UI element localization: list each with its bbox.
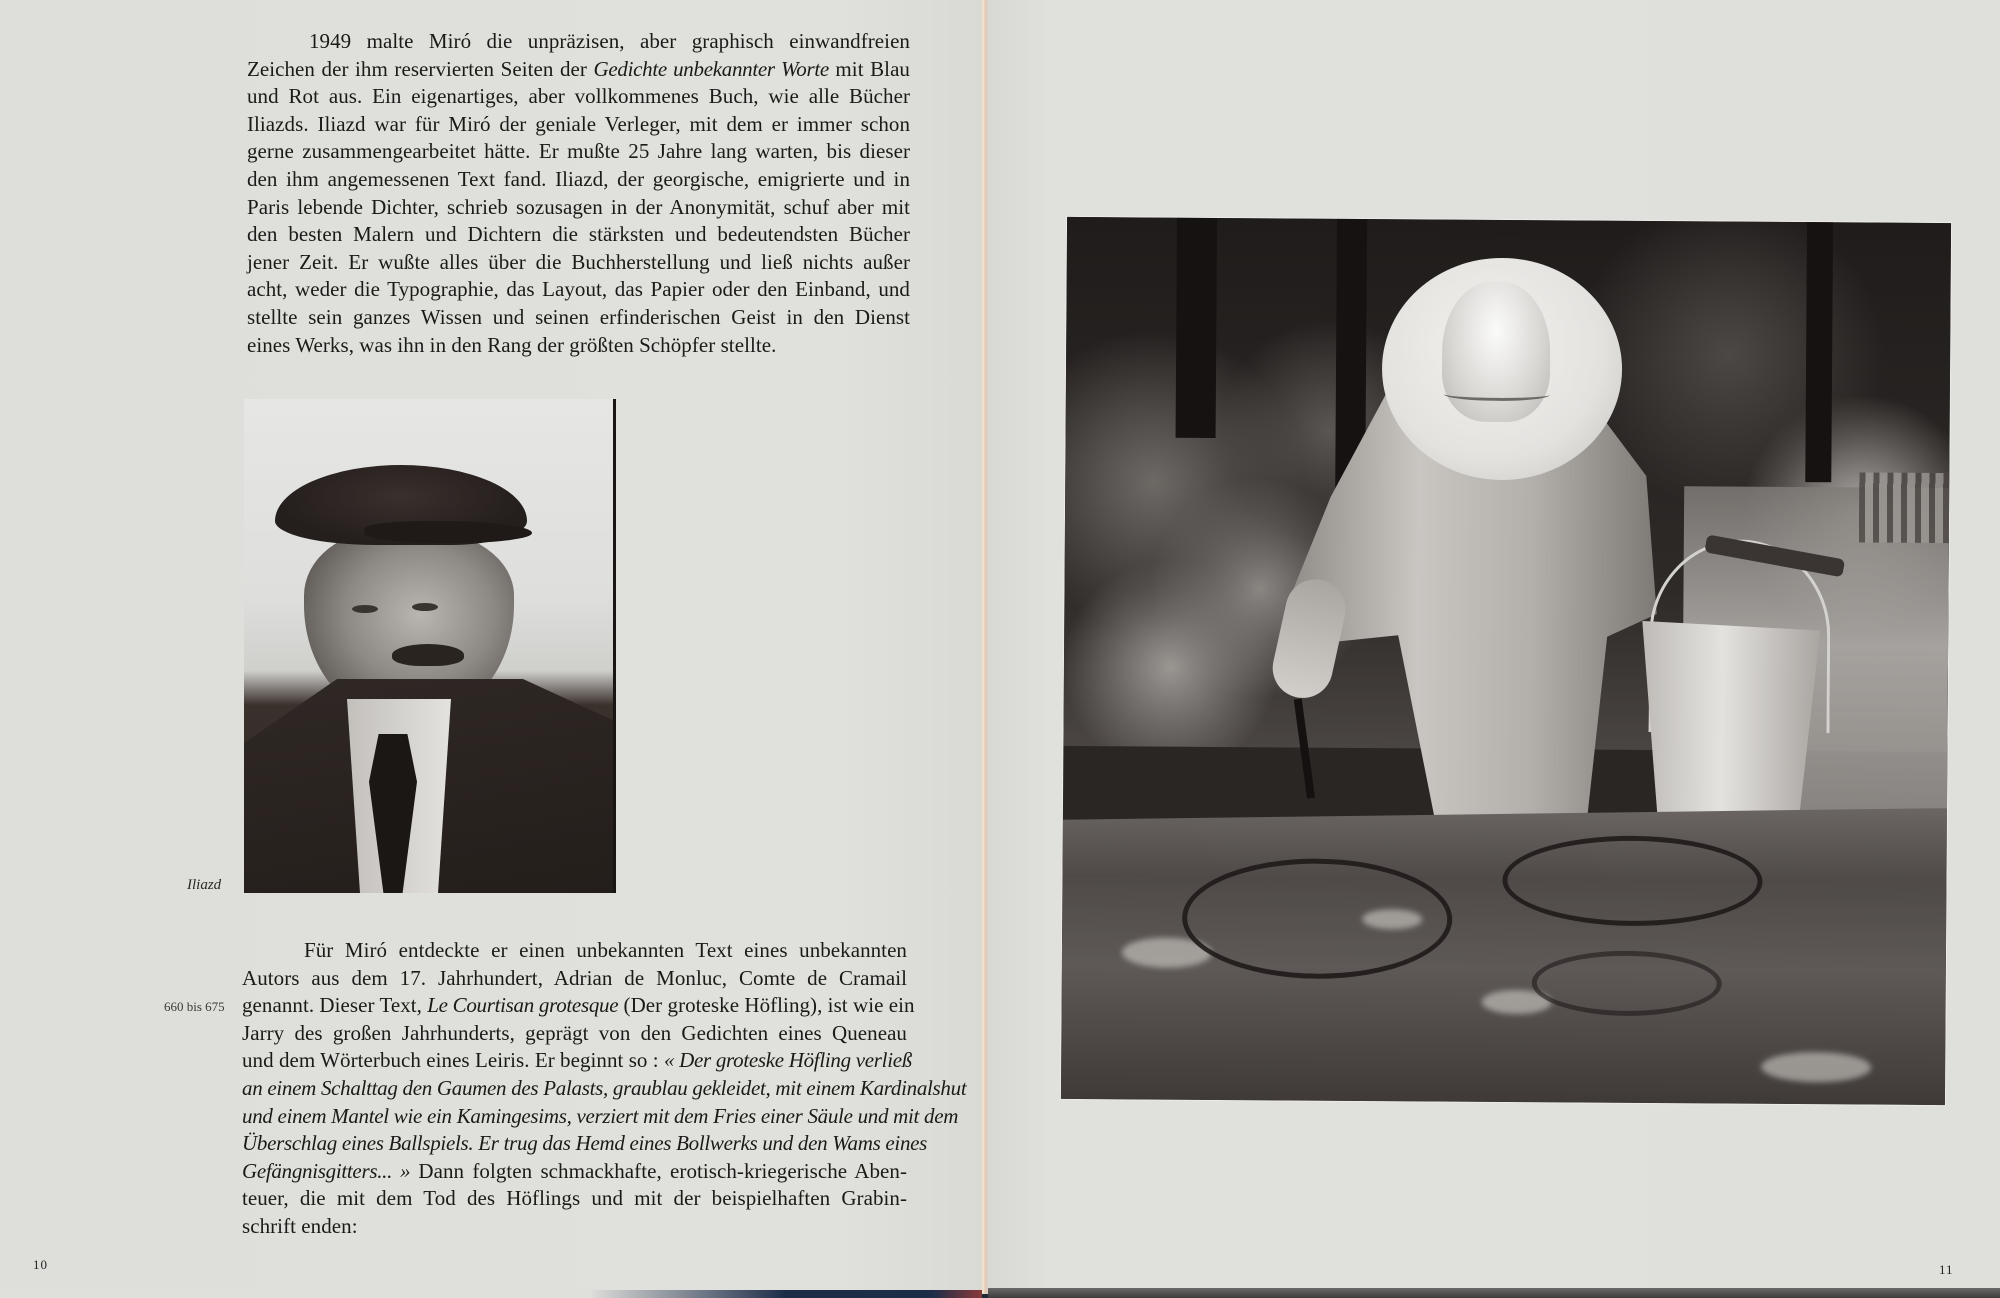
text-line: den besten Malern und Dichtern die stärksten und bedeutendsten Bücher [247,222,910,247]
text-line: stellte sein ganzes Wissen und seinen erfinderischen Geist in den Dienst [247,304,910,329]
painter-photo-image [1061,217,1951,1105]
portrait-caption: Iliazd [187,877,222,893]
left-page [0,0,982,1290]
text-line: den ihm angemessenen Text fand. Iliazd, der georgische, emigrierte und in [247,166,910,191]
painter-photo [1061,217,1951,1105]
text-line: genannt. Dieser Text, Le Courtisan grotesque (Der groteske Höfling), ist wie ein [242,993,915,1018]
text-line: eines Werks, was ihn in den Rang der größten Schöpfer stellte. [247,332,777,357]
photo-tree-trunk [1176,218,1218,438]
text-line: 1949 malte Miró die unpräzisen, aber graphisch einwandfreien [309,29,910,53]
photo-hat-crown [1442,282,1551,423]
text-line: Zeichen der ihm reservierten Seiten der Gedichte unbekannter Worte mit Blau [247,56,910,81]
photo-paint-bucket [1641,621,1820,832]
page-number-left: 10 [33,1257,48,1272]
text-line: acht, weder die Typographie, das Layout, das Papier oder den Einband, und [247,277,910,302]
paragraph-2 [242,937,967,1241]
text-line: Iliazds. Iliazd war für Miró der geniale Verleger, mit dem er immer schon [247,111,910,136]
paragraph-1 [247,28,910,359]
portrait-cap-brim [364,521,532,543]
text-line: schrift enden: [242,1213,358,1238]
text-line: an einem Schalttag den Gaumen des Palasts, graublau gekleidet, mit einem Kardinalshut [242,1075,967,1100]
text-line: Gefängnisgitters... » Dann folgten schmackhafte, erotisch-kriegerische Aben- [242,1158,907,1183]
photo-fence [1859,472,1949,543]
text-line: und einem Mantel wie ein Kamingesims, verziert mit dem Fries einer Säule und mit dem [242,1103,959,1128]
book-cover-edge [988,1288,2000,1298]
portrait-eye [352,605,378,613]
portrait-photo-iliazd [244,399,616,893]
page-number-right: 11 [1939,1262,1954,1277]
text-line: Für Miró entdeckte er einen unbekannten Text eines unbekannten [304,938,907,962]
book-cover-edge [0,1290,982,1298]
portrait-eye [412,603,438,611]
text-line: Paris lebende Dichter, schrieb sozusagen in der Anonymität, schuf aber mit [247,194,910,219]
text-line: und dem Wörterbuch eines Leiris. Er beginnt so : « Der groteske Höfling verließ [242,1048,912,1073]
text-line: Autors aus dem 17. Jahrhundert, Adrian de Monluc, Comte de Cramail [242,965,907,990]
text-line: gerne zusammengearbeitet hätte. Er mußte 25 Jahre lang warten, bis dieser [247,139,910,164]
text-line: teuer, die mit dem Tod des Höflings und mit der beispielhaften Grabin- [242,1186,907,1211]
photo-tree-trunk [1805,222,1833,482]
portrait-edge [613,399,616,893]
portrait-mustache [392,644,464,666]
text-line: jener Zeit. Er wußte alles über die Buchherstellung und ließ nichts außer [247,249,910,274]
margin-reference: 660 bis 675 [164,999,225,1014]
text-line: Jarry des großen Jahrhunderts, geprägt von den Gedichten eines Queneau [242,1020,907,1045]
text-line: Überschlag eines Ballspiels. Er trug das Hemd eines Bollwerks und den Wams eines [242,1131,928,1156]
text-line: und Rot aus. Ein eigenartiges, aber vollkommenes Buch, wie alle Bücher [247,84,910,109]
